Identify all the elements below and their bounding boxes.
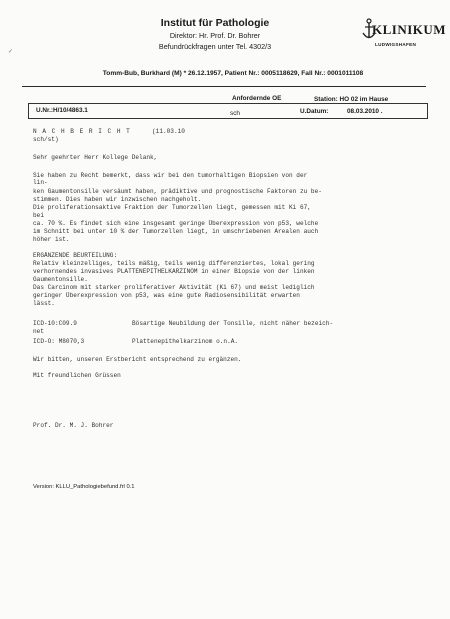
paragraph-line: bei xyxy=(33,212,44,219)
icd-text: Bösartige Neubildung der Tonsille, nicht näher bezeich- xyxy=(132,320,334,327)
supplement-heading: ERGÄNZENDE BEURTEILUNG: xyxy=(33,252,118,259)
supplement-line: lässt. xyxy=(33,300,55,307)
supplement-line: verhornendes invasives PLATTENEPITHELKARZINOM in einer Biopsie von der linken xyxy=(33,268,315,275)
supplement-line: geringer Überexpression von p53, was eine gute Radiosensibilität erwarten xyxy=(33,292,300,299)
supplement-line: Das Carcinom mit starker proliferativer Aktivität (Ki 67) und meist lediglich xyxy=(33,284,315,291)
version-footer: Version: KLLU_Pathologiebefund.frl 0.1 xyxy=(33,484,135,490)
director-line: Direktor: Hr. Prof. Dr. Bohrer xyxy=(169,31,261,40)
institute-title: Institut für Pathologie xyxy=(160,17,270,29)
paragraph-line: stimmen. Dies haben wir inzwischen nachgeholt. xyxy=(33,196,202,203)
closing-request: Wir bitten, unseren Erstbericht entsprechend zu ergänzen. xyxy=(33,356,242,363)
header-divider xyxy=(22,86,426,87)
signature: Prof. Dr. M. J. Bohrer xyxy=(33,422,114,429)
unr-label: U.Nr.:H/10/4863.1 xyxy=(36,107,88,114)
supplement-line: Relativ kleinzelliges, teils mäßig, teils wenig differenziertes, lokal gering xyxy=(33,260,315,267)
sch-label: sch xyxy=(230,110,240,117)
station-label: Station: HO 02 im Hause xyxy=(314,96,389,103)
paragraph-line: Sie haben zu Recht bemerkt, dass wir bei den tumorhaltigen Biopsien von der xyxy=(33,172,308,179)
report-date: (11.03.10 xyxy=(152,128,185,135)
udatum-label: U.Datum: xyxy=(300,108,329,115)
paragraph-line: ca. 70 %. Es findet sich eine insgesamt geringe Überexpression von p53, welche xyxy=(33,220,319,227)
ordering-unit-label: Anfordernde OE xyxy=(232,95,282,102)
icd-code: ICD-O: M8070,3 xyxy=(33,338,85,345)
supplement-line: Gaumentonsille. xyxy=(33,276,88,283)
icd-code: ICD-10:C09.9 xyxy=(33,320,77,327)
margin-mark: ✓ xyxy=(8,49,14,55)
patient-line: Tomm-Bub, Burkhard (M) * 26.12.1957, Patient Nr.: 0005118629, Fall Nr.: 0001011108 xyxy=(102,70,364,77)
greeting: Mit freundlichen Grüssen xyxy=(33,372,121,379)
paragraph-line: lin- xyxy=(33,179,48,186)
phone-line: Befundrückfragen unter Tel. 4302/3 xyxy=(158,42,272,51)
paragraph-line: Die proliferationsaktive Fraktion der Tumorzellen liegt, gemessen mit Ki 67, xyxy=(33,204,311,211)
salutation: Sehr geehrter Herr Kollege Delank, xyxy=(33,154,158,161)
report-initials: sch/st) xyxy=(33,136,59,143)
logo-name: KLINIKUM xyxy=(372,22,447,37)
report-heading: N A C H B E R I C H T xyxy=(33,128,131,135)
paragraph-line: höher ist. xyxy=(33,236,70,243)
logo-subtitle: LUDWIGSHAFEN xyxy=(375,42,417,47)
udatum-value: 08.03.2010 . xyxy=(347,108,383,115)
paragraph-line: ken Gaumentonsille versäumt haben, prädiktive und prognostische Faktoren zu be- xyxy=(33,188,322,195)
icd-text: Plattenepithelkarzinom o.n.A. xyxy=(132,338,239,345)
icd-code: net xyxy=(33,328,44,335)
paragraph-line: im Schnitt bei unter 10 % der Tumorzellen liegt, in umschriebenen Arealen auch xyxy=(33,228,319,235)
